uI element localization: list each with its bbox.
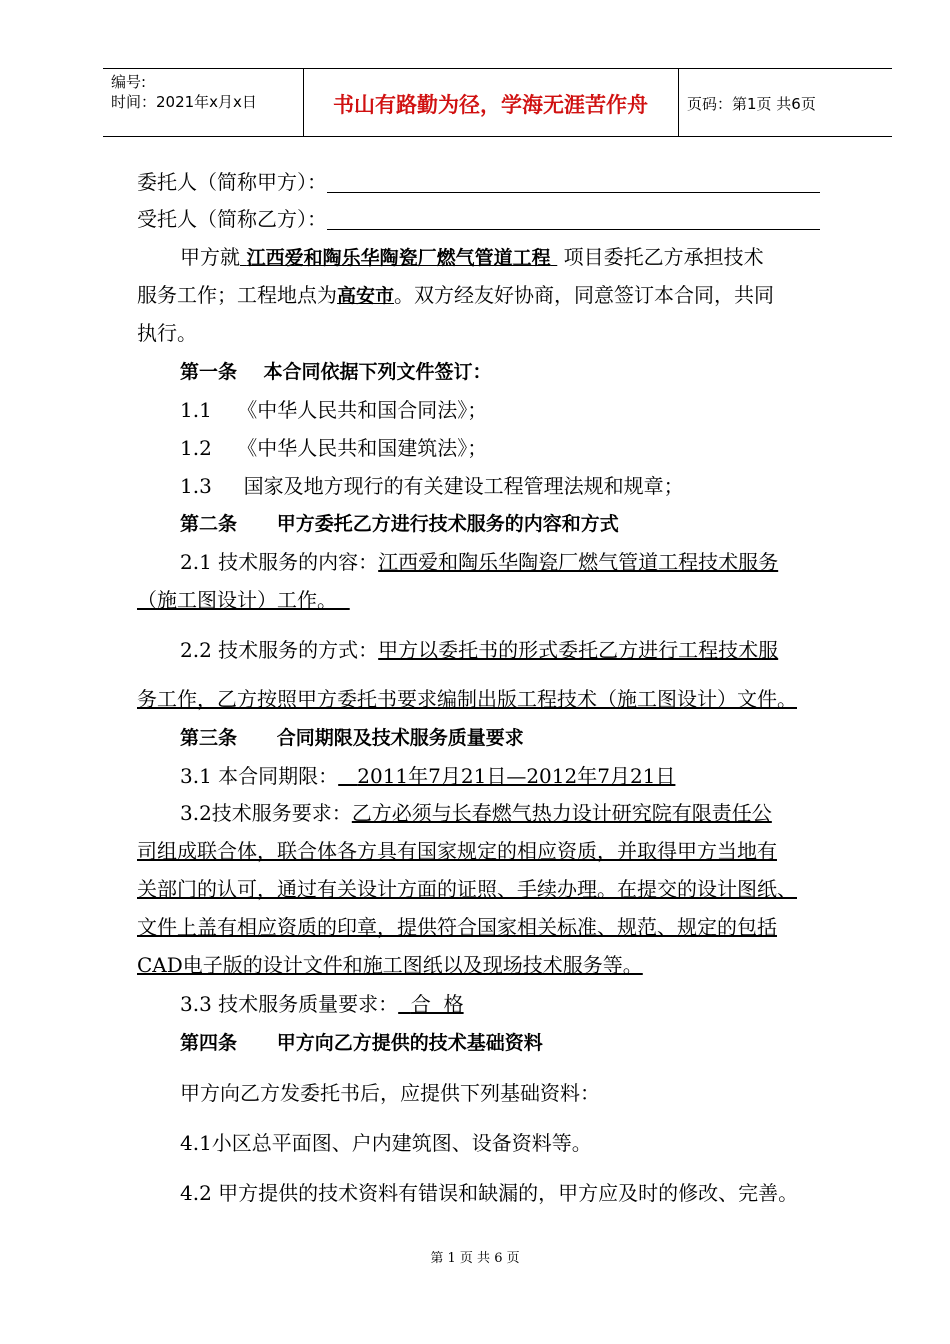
article-4-intro: 甲方向乙方发委托书后，应提供下列基础资料： bbox=[180, 1081, 600, 1105]
project-name bbox=[240, 247, 557, 269]
service-content-value: （施工图设计）工作。 bbox=[137, 588, 337, 612]
article-1-item: 1.1 《中华人民共和国合同法》； bbox=[180, 398, 488, 422]
intro-text: 项目委托乙方承担技术 bbox=[563, 245, 764, 269]
article-2-heading: 第二条 甲方委托乙方进行技术服务的内容和方式 bbox=[180, 513, 619, 535]
header-left-cell bbox=[111, 72, 257, 112]
client-blank bbox=[327, 172, 820, 193]
article-1-item: 1.3 国家及地方现行的有关建设工程管理法规和规章； bbox=[180, 474, 684, 498]
service-req-line-3: 关部门的认可，通过有关设计方面的证照、手续办理。在提交的设计图纸、 bbox=[137, 877, 797, 901]
quality-req-text: 合 格 bbox=[410, 992, 464, 1016]
intro-text: 甲方就 bbox=[180, 245, 240, 269]
header-divider bbox=[678, 69, 679, 136]
article-4-heading: 第四条 甲方向乙方提供的技术基础资料 bbox=[180, 1032, 543, 1054]
service-method-line-2 bbox=[137, 686, 797, 712]
quality-req-value bbox=[398, 991, 822, 1017]
article-1-item: 1.2 《中华人民共和国建筑法》； bbox=[180, 436, 488, 460]
intro-text: 服务工作；工程地点为 bbox=[137, 283, 337, 307]
header-motto: 书山有路勤为径，学海无涯苦作舟 bbox=[333, 93, 648, 117]
document-header bbox=[103, 68, 892, 137]
service-method-value: 甲方以委托书的形式委托乙方进行工程技术服 bbox=[378, 638, 779, 662]
client-line bbox=[137, 169, 820, 195]
service-method-value: 务工作，乙方按照甲方委托书要求编制出版工程技术（施工图设计）文件。 bbox=[137, 687, 797, 711]
article-1-heading: 第一条 本合同依据下列文件签订： bbox=[180, 361, 492, 383]
service-content-line-2 bbox=[137, 587, 350, 613]
service-method-label: 2.2 技术服务的方式： bbox=[180, 638, 379, 662]
intro-text: 。双方经友好协商，同意签订本合同，共同 bbox=[394, 283, 775, 307]
quality-req-label: 3.3 技术服务质量要求： bbox=[180, 992, 399, 1016]
article-3-heading: 第三条 合同期限及技术服务质量要求 bbox=[180, 727, 524, 749]
contract-term-label: 3.1 本合同期限： bbox=[180, 764, 339, 788]
service-req-line-5: CAD电子版的设计文件和施工图纸以及现场技术服务等。 bbox=[137, 953, 643, 977]
article-4-item: 4.1小区总平面图、户内建筑图、设备资料等。 bbox=[180, 1131, 592, 1155]
intro-line-3: 执行。 bbox=[137, 321, 197, 345]
intro-line-1 bbox=[180, 244, 764, 271]
serial-label: 编号: bbox=[111, 73, 147, 91]
date-label: 时间：2021年x月x日 bbox=[111, 93, 257, 111]
service-req-line-4: 文件上盖有相应资质的印章，提供符合国家相关标准、规范、规定的包括 bbox=[137, 915, 777, 939]
contract-term-text: 2011年7月21日—2012年7月21日 bbox=[357, 764, 676, 788]
contract-term-line bbox=[180, 763, 819, 789]
service-req-label: 3.2技术服务要求： bbox=[180, 801, 352, 825]
quality-req-line bbox=[180, 991, 822, 1017]
contractor-line bbox=[137, 206, 820, 232]
service-req-line-2: 司组成联合体，联合体各方具有国家规定的相应资质，并取得甲方当地有 bbox=[137, 839, 777, 863]
page-footer: 第 1 页 共 6 页 bbox=[430, 1251, 520, 1266]
service-req-value: 乙方必须与长春燃气热力设计研究院有限责任公 bbox=[351, 801, 772, 825]
header-page-label: 页码：第1页 共6页 bbox=[687, 95, 816, 113]
service-method-line bbox=[180, 637, 778, 663]
contractor-label: 受托人（简称乙方）： bbox=[137, 207, 327, 231]
project-location: 高安市 bbox=[337, 285, 395, 307]
intro-line-2 bbox=[137, 282, 774, 309]
project-name-text: 江西爱和陶乐华陶瓷厂燃气管道工程 bbox=[246, 247, 551, 269]
service-req-line-1 bbox=[180, 800, 772, 826]
service-content-label: 2.1 技术服务的内容： bbox=[180, 550, 379, 574]
contractor-blank bbox=[327, 209, 820, 230]
article-4-item: 4.2 甲方提供的技术资料有错误和缺漏的，甲方应及时的修改、完善。 bbox=[180, 1181, 799, 1205]
service-content-value: 江西爱和陶乐华陶瓷厂燃气管道工程技术服务 bbox=[378, 550, 779, 574]
service-content-line bbox=[180, 549, 778, 575]
client-label: 委托人（简称甲方）： bbox=[137, 170, 327, 194]
contract-term-value bbox=[338, 763, 819, 789]
